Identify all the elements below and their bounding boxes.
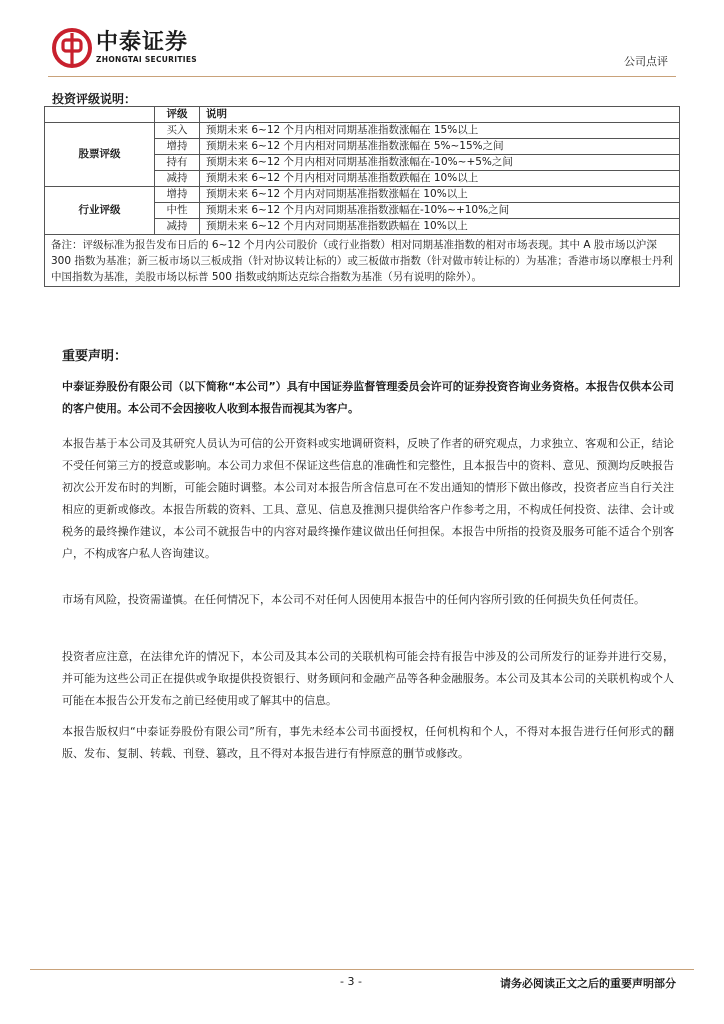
declaration-paragraph-3: 市场有风险，投资需谨慎。在任何情况下，本公司不对任何人因使用本报告中的任何内容所引致的任何损失负任何责任。 bbox=[62, 593, 645, 606]
header-divider bbox=[48, 76, 676, 77]
grade-cell: 减持 bbox=[155, 219, 200, 235]
industry-rating-category: 行业评级 bbox=[45, 187, 155, 235]
grade-cell: 增持 bbox=[155, 187, 200, 203]
footer-divider bbox=[30, 969, 694, 970]
declaration-title: 重要声明： bbox=[62, 349, 128, 364]
table-note-row bbox=[45, 235, 680, 287]
desc-cell: 预期未来 6~12 个月内对同期基准指数涨幅在-10%~+10%之间 bbox=[200, 203, 680, 219]
grade-cell: 减持 bbox=[155, 171, 200, 187]
brand-name-cn: 中泰证券 bbox=[96, 30, 189, 55]
page-number: - 3 - bbox=[340, 975, 362, 988]
grade-cell: 买入 bbox=[155, 123, 200, 139]
header-blank-cell bbox=[45, 107, 155, 123]
footer-note: 请务必阅读正文之后的重要声明部分 bbox=[500, 977, 676, 990]
desc-cell: 预期未来 6~12 个月内对同期基准指数跌幅在 10%以上 bbox=[200, 219, 680, 235]
table-row bbox=[45, 123, 680, 139]
brand-name-en: ZHONGTAI SECURITIES bbox=[96, 55, 197, 64]
zhongtai-logo-icon bbox=[52, 28, 92, 68]
declaration-paragraph-4: 投资者应注意，在法律允许的情况下，本公司及其本公司的关联机构可能会持有报告中涉及的公司所发行的证券并进行交易，并可能为这些公司正在提供或争取提供投资银行、财务顾问和金融产品等各种金融服务。本公司及其本公司的关联机构或个人可能在本报告公开发布之前已经使用或了解其中的信息。 bbox=[62, 650, 674, 707]
header-desc: 说明 bbox=[200, 107, 680, 123]
document-type: 公司点评 bbox=[624, 55, 668, 68]
ratings-section-title: 投资评级说明： bbox=[52, 92, 137, 106]
grade-cell: 增持 bbox=[155, 139, 200, 155]
declaration-paragraph-5: 本报告版权归“中泰证券股份有限公司”所有，事先未经本公司书面授权，任何机构和个人，不得对本报告进行任何形式的翻版、发布、复制、转载、刊登、篡改，且不得对本报告进行有悖原意的删节或修改。 bbox=[62, 725, 674, 760]
desc-cell: 预期未来 6~12 个月内对同期基准指数涨幅在 10%以上 bbox=[200, 187, 680, 203]
table-header-row bbox=[45, 107, 680, 123]
ratings-note: 备注：评级标准为报告发布日后的 6~12 个月内公司股价（或行业指数）相对同期基准指数的相对市场表现。其中 A 股市场以沪深 300 指数为基准；新三板市场以三板成指（针对协议转让标的）或三板做市指数（针对做市转让标的）为基准；香港市场以摩根士丹利中国指数为基准，美股市场以标普 500 指数或纳斯达克综合指数为基准（另有说明的除外）。 bbox=[45, 235, 680, 287]
desc-cell: 预期未来 6~12 个月内相对同期基准指数跌幅在 10%以上 bbox=[200, 171, 680, 187]
company-logo bbox=[52, 28, 197, 68]
declaration-paragraph-1: 中泰证券股份有限公司（以下简称“本公司”）具有中国证券监督管理委员会许可的证券投资咨询业务资格。本报告仅供本公司的客户使用。本公司不会因接收人收到本报告而视其为客户。 bbox=[62, 380, 674, 415]
grade-cell: 中性 bbox=[155, 203, 200, 219]
grade-cell: 持有 bbox=[155, 155, 200, 171]
header-grade: 评级 bbox=[155, 107, 200, 123]
table-row bbox=[45, 187, 680, 203]
desc-cell: 预期未来 6~12 个月内相对同期基准指数涨幅在 5%~15%之间 bbox=[200, 139, 680, 155]
stock-rating-category: 股票评级 bbox=[45, 123, 155, 187]
desc-cell: 预期未来 6~12 个月内相对同期基准指数涨幅在 15%以上 bbox=[200, 123, 680, 139]
desc-cell: 预期未来 6~12 个月内相对同期基准指数涨幅在-10%~+5%之间 bbox=[200, 155, 680, 171]
declaration-paragraph-2: 本报告基于本公司及其研究人员认为可信的公开资料或实地调研资料，反映了作者的研究观点，力求独立、客观和公正，结论不受任何第三方的授意或影响。本公司力求但不保证这些信息的准确性和完整性，且本报告中的资料、意见、预测均反映报告初次公开发布时的判断，可能会随时调整。本公司对本报告所含信息可在不发出通知的情形下做出修改，投资者应当自行关注相应的更新或修改。本报告所载的资料、工具、意见、信息及推测只提供给客户作参考之用，不构成任何投资、法律、会计或税务的最终操作建议，本公司不就报告中的内容对最终操作建议做出任何担保。本报告中所指的投资及服务可能不适合个别客户，不构成客户私人咨询建议。 bbox=[62, 437, 674, 560]
ratings-table bbox=[44, 106, 680, 287]
